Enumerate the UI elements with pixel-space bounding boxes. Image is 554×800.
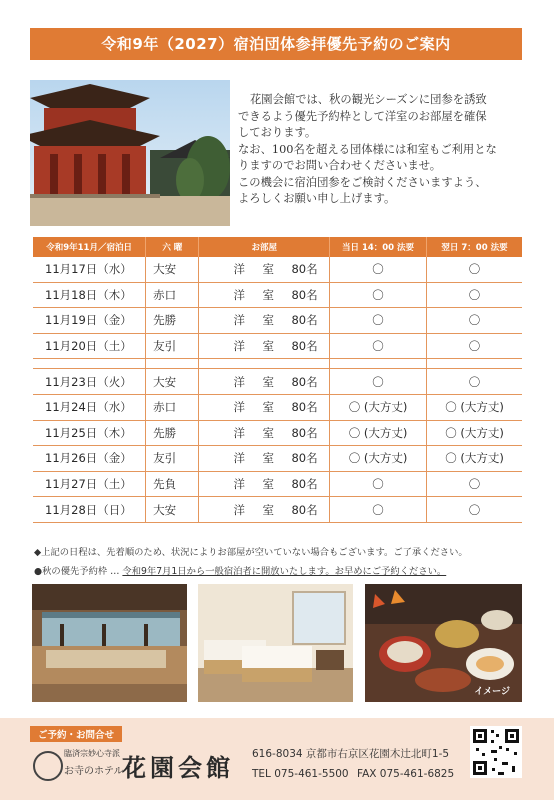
footer (0, 718, 554, 800)
row-next-day: 〇 (427, 333, 522, 359)
row-count: 80名 (291, 477, 318, 492)
row-date: 11月19日（金） (33, 308, 146, 334)
row-room: 洋 室 (233, 425, 277, 440)
row-date: 11月18日（木） (33, 282, 146, 308)
row-date: 11月26日（金） (33, 446, 146, 472)
temple-seal-logo (33, 751, 63, 781)
row-date: 11月24日（水） (33, 394, 146, 420)
table-row (33, 420, 522, 446)
row-count: 80名 (291, 339, 318, 354)
row-room: 洋 室 (233, 374, 277, 389)
row-rokuyo: 大安 (146, 369, 199, 395)
intro-line: 花園会館では、秋の観光シーズンに団参を誘致 (250, 93, 487, 106)
row-rokuyo: 先勝 (146, 308, 199, 334)
row-count: 80名 (291, 287, 318, 302)
telephone: TEL 075-461-5500 (252, 768, 349, 780)
row-count: 80名 (291, 400, 318, 415)
row-date: 11月23日（火） (33, 369, 146, 395)
row-count: 80名 (291, 313, 318, 328)
row-next-day: 〇 (427, 471, 522, 497)
kaiseki-meal-photo (365, 584, 522, 702)
header-next-day-service: 翌日 7：00 法要 (427, 237, 522, 257)
row-rokuyo: 友引 (146, 333, 199, 359)
row-room-cell (199, 420, 330, 446)
row-room: 洋 室 (233, 477, 277, 492)
row-same-day: 〇 (大方丈) (330, 394, 427, 420)
gap-cell (146, 359, 199, 369)
row-rokuyo: 大安 (146, 257, 199, 282)
gap-cell (330, 359, 427, 369)
table-header-row (33, 237, 522, 257)
row-next-day: 〇 (427, 308, 522, 334)
row-room: 洋 室 (233, 313, 277, 328)
fax: FAX 075-461-6825 (357, 768, 455, 780)
table-row (33, 282, 522, 308)
table-row (33, 333, 522, 359)
row-date: 11月28日（日） (33, 497, 146, 523)
table-row (33, 369, 522, 395)
table-row (33, 308, 522, 334)
row-next-day: 〇 (427, 257, 522, 282)
row-count: 80名 (291, 425, 318, 440)
row-same-day: 〇 (330, 333, 427, 359)
row-room-cell (199, 497, 330, 523)
row-same-day: 〇 (330, 257, 427, 282)
table-row (33, 257, 522, 282)
header-date: 令和9年11月／宿泊日 (33, 237, 146, 257)
temple-photo (30, 80, 230, 226)
row-room-cell (199, 308, 330, 334)
row-room-cell (199, 282, 330, 308)
table-row (33, 446, 522, 472)
row-next-day: 〇 (大方丈) (427, 394, 522, 420)
intro-line: できるよう優先予約枠として洋室のお部屋を確保 (238, 109, 487, 123)
intro-text (238, 92, 528, 208)
row-same-day: 〇 (330, 282, 427, 308)
header-rokuyo: 六 曜 (146, 237, 199, 257)
note-release-prefix: ●秋の優先予約枠 … (34, 566, 123, 577)
hotel-name: 花園会館 (122, 753, 234, 782)
row-room: 洋 室 (233, 287, 277, 302)
intro-line: なお、100名を超える団体様には和室もご利用とな (238, 142, 497, 156)
row-count: 80名 (291, 502, 318, 517)
hotel-room-photo (198, 584, 353, 702)
row-count: 80名 (291, 374, 318, 389)
row-room-cell (199, 471, 330, 497)
gap-cell (33, 359, 146, 369)
gap-cell (427, 359, 522, 369)
row-room: 洋 室 (233, 400, 277, 415)
qr-code[interactable] (470, 726, 522, 778)
hotel-type: お寺のホテル (64, 766, 124, 777)
row-rokuyo: 大安 (146, 497, 199, 523)
intro-line: りますのでお問い合わせくださいませ。 (238, 159, 442, 172)
intro-line: よろしくお願い申し上げます。 (238, 192, 396, 205)
row-same-day: 〇 (330, 369, 427, 395)
table-gap-row (33, 359, 522, 369)
note-release-text: 令和9年7月1日から一般宿泊者に開放いたします。お早めにご予約ください。 (122, 566, 447, 577)
bath-hall-photo (32, 584, 187, 702)
row-date: 11月25日（木） (33, 420, 146, 446)
row-room-cell (199, 333, 330, 359)
row-room: 洋 室 (233, 502, 277, 517)
row-date: 11月17日（水） (33, 257, 146, 282)
table-row (33, 471, 522, 497)
gap-cell (199, 359, 330, 369)
schedule-table (33, 237, 522, 523)
row-room: 洋 室 (233, 339, 277, 354)
row-date: 11月20日（土） (33, 333, 146, 359)
row-next-day: 〇 (427, 369, 522, 395)
note-release (34, 562, 534, 581)
address: 616-8034 京都市右京区花園木辻北町1-5 (252, 748, 450, 760)
row-next-day: 〇 (427, 282, 522, 308)
note-availability: ◆上記の日程は、先着順のため、状況によりお部屋が空いていない場合もございます。ご了承ください。 (34, 547, 468, 558)
row-room: 洋 室 (233, 262, 277, 277)
row-rokuyo: 赤口 (146, 394, 199, 420)
intro-line: しております。 (238, 126, 317, 139)
page-title: 令和9年（2027）宿泊団体参拝優先予約のご案内 (30, 28, 522, 60)
row-rokuyo: 赤口 (146, 282, 199, 308)
row-rokuyo: 先負 (146, 471, 199, 497)
table-row (33, 497, 522, 523)
intro-line: この機会に宿泊団参をご検討くださいますよう、 (238, 175, 487, 189)
row-date: 11月27日（土） (33, 471, 146, 497)
row-count: 80名 (291, 451, 318, 466)
notes (34, 543, 534, 581)
row-next-day: 〇 (427, 497, 522, 523)
row-same-day: 〇 (大方丈) (330, 446, 427, 472)
row-room-cell (199, 446, 330, 472)
row-room-cell (199, 394, 330, 420)
row-next-day: 〇 (大方丈) (427, 420, 522, 446)
header-room: お部屋 (199, 237, 330, 257)
row-rokuyo: 先勝 (146, 420, 199, 446)
row-same-day: 〇 (大方丈) (330, 420, 427, 446)
row-same-day: 〇 (330, 497, 427, 523)
row-rokuyo: 友引 (146, 446, 199, 472)
contact-label: ご予約・お問合せ (30, 726, 122, 742)
header-same-day-service: 当日 14：00 法要 (330, 237, 427, 257)
image-caption: イメージ (474, 687, 510, 697)
row-same-day: 〇 (330, 471, 427, 497)
row-count: 80名 (291, 262, 318, 277)
row-room-cell (199, 369, 330, 395)
sect-name: 臨済宗妙心寺派 (64, 749, 120, 758)
row-room-cell (199, 257, 330, 282)
row-room: 洋 室 (233, 451, 277, 466)
row-next-day: 〇 (大方丈) (427, 446, 522, 472)
table-row (33, 394, 522, 420)
row-same-day: 〇 (330, 308, 427, 334)
